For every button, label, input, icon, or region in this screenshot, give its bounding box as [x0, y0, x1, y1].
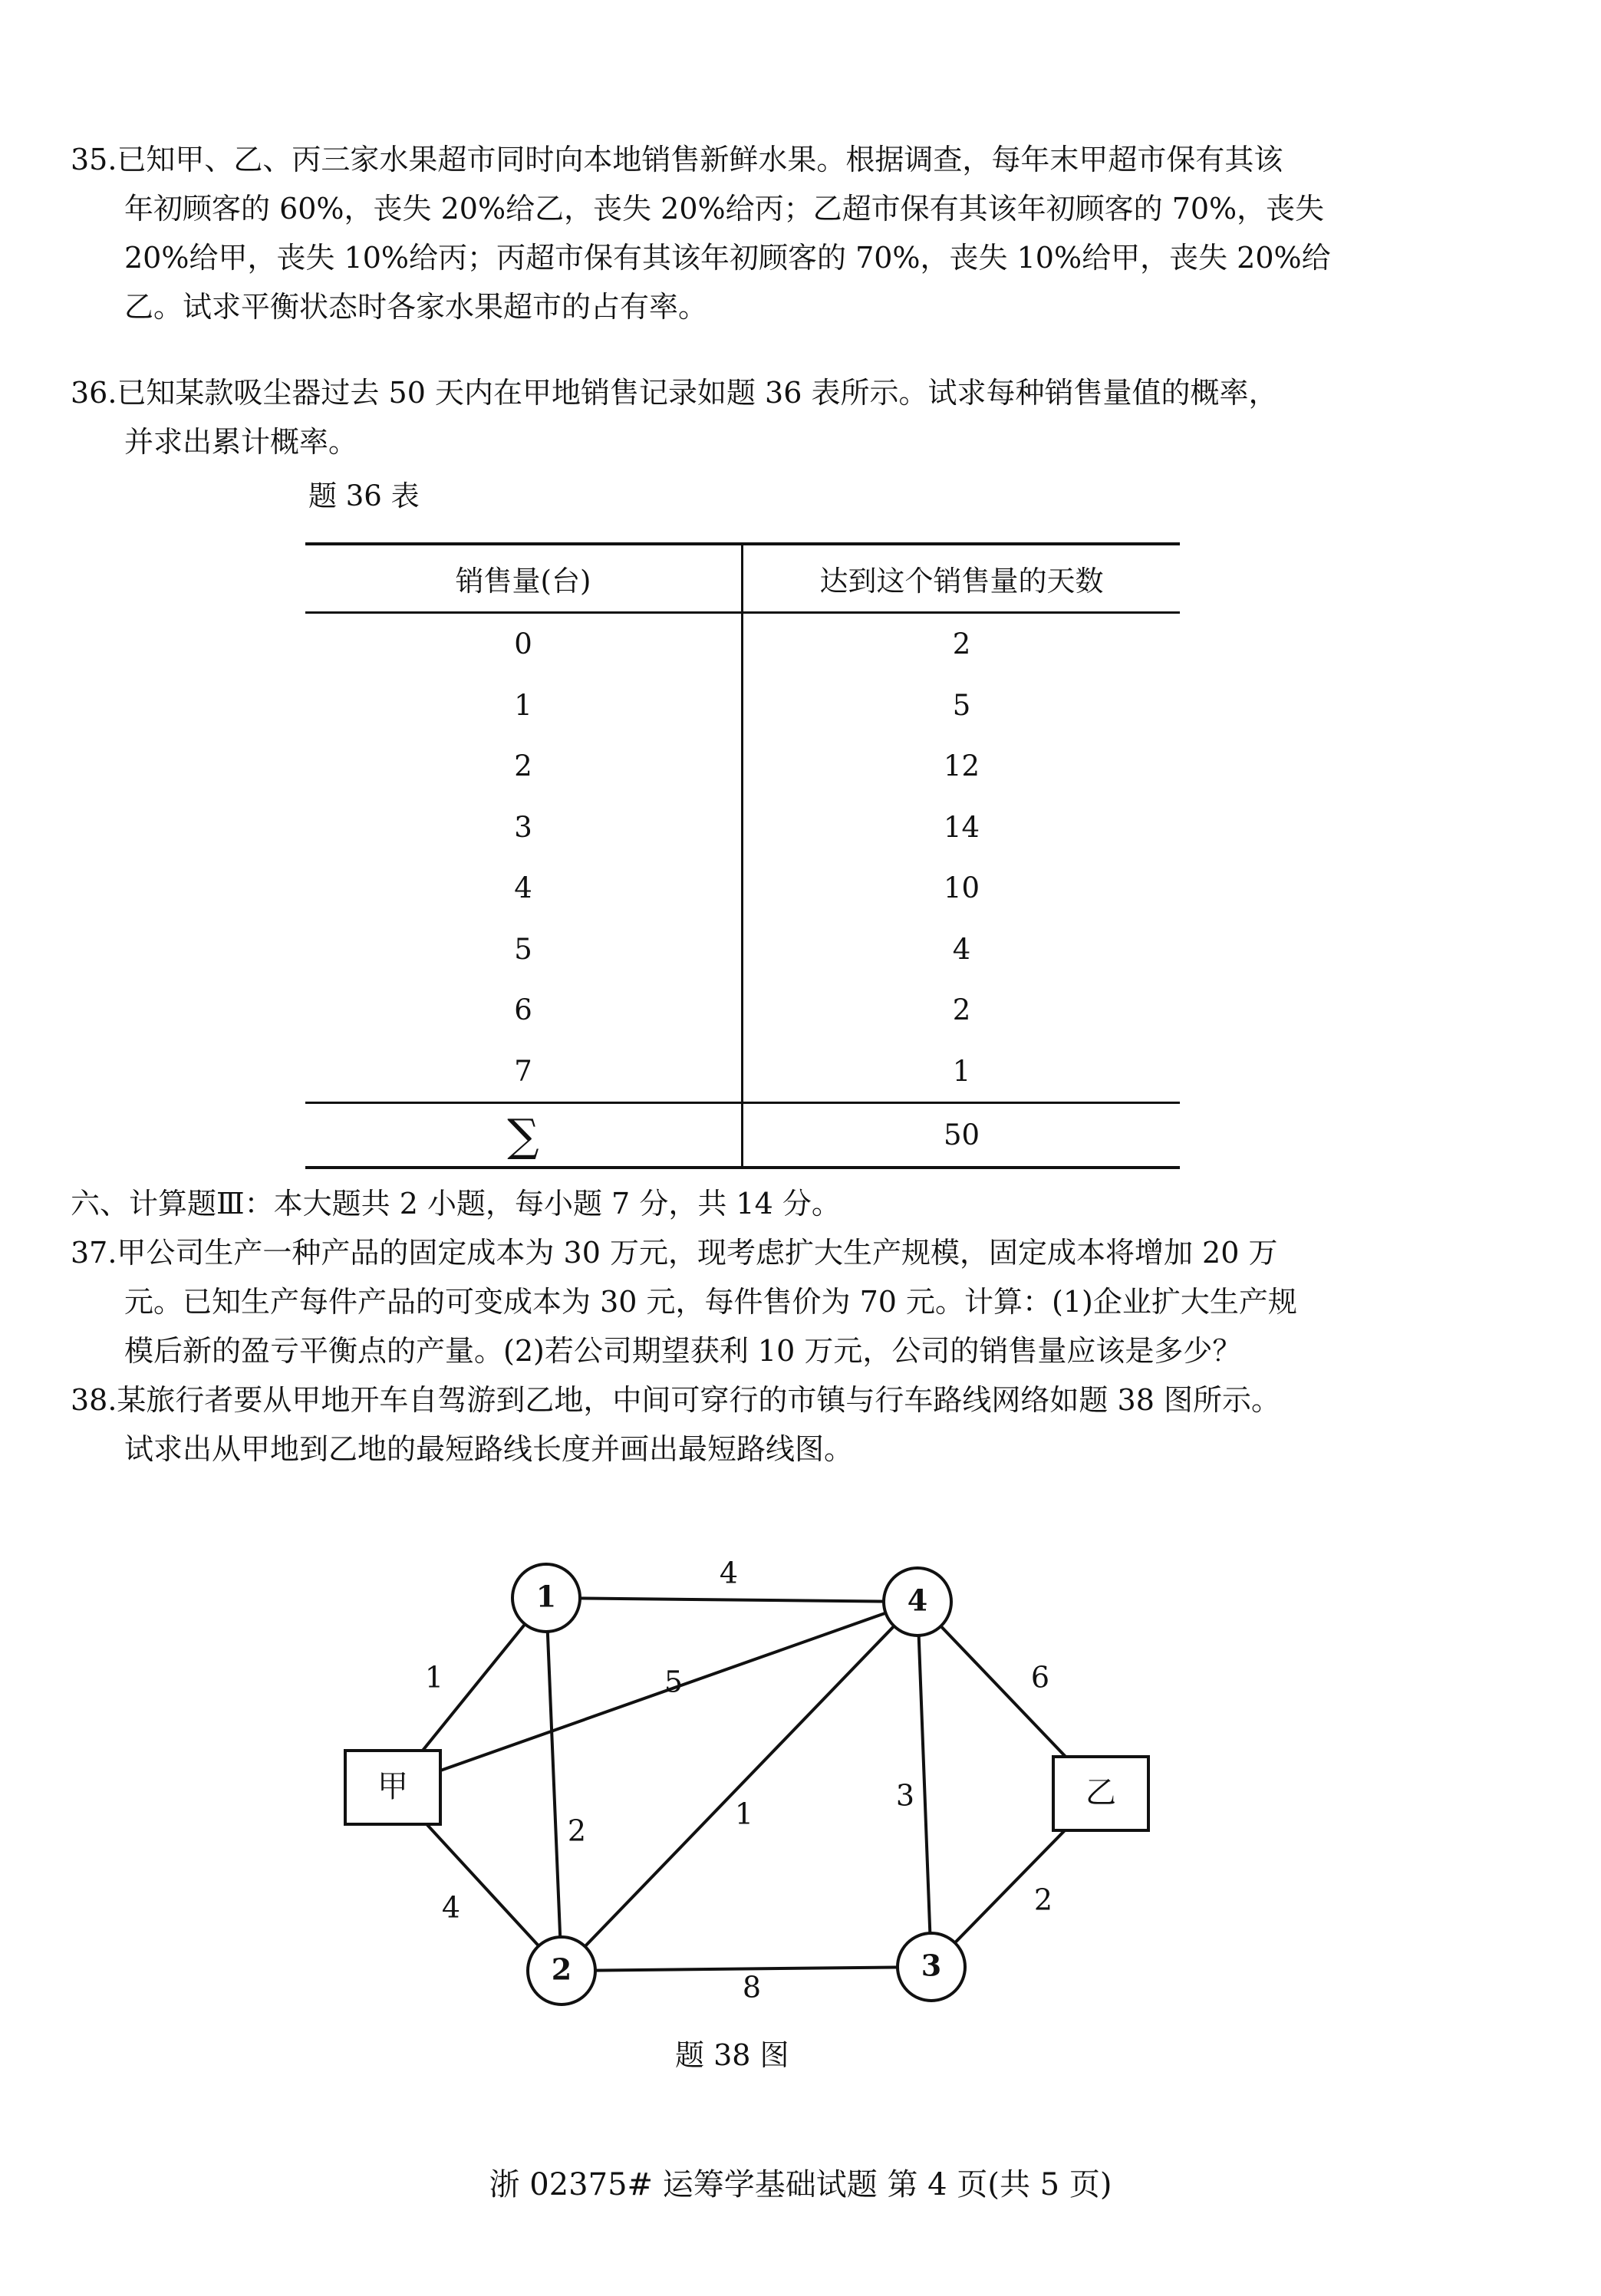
cell-sales-quantity: 0 [305, 613, 743, 675]
question-35-line: 年初顾客的 60%，丧失 20%给乙，丧失 20%给丙；乙超市保有其该年初顾客的 70%，丧失 [124, 192, 1325, 226]
cell-days-count: 12 [943, 749, 980, 783]
edge-weight-label: 4 [441, 1890, 461, 1925]
question-36-line: 并求出累计概率。 [124, 425, 358, 459]
cell-days-count: 4 [952, 932, 971, 966]
cell-days-count: 2 [952, 993, 971, 1027]
edge-n1-n4 [546, 1598, 917, 1602]
cell-total-days: 50 [743, 1103, 1181, 1168]
cell-days-count: 1 [952, 1054, 971, 1088]
question-35-line: 乙。试求平衡状态时各家水果超市的占有率。 [124, 290, 708, 324]
table-36-caption: 题 36 表 [308, 479, 420, 512]
question-37-line: 37.甲公司生产一种产品的固定成本为 30 万元，现考虑扩大生产规模，固定成本将增加 20 万 [71, 1236, 1278, 1270]
node-label: 3 [921, 1948, 942, 1983]
edge-n4-n3 [917, 1602, 931, 1967]
edge-weight-label: 3 [895, 1778, 915, 1813]
figure-38-caption: 题 38 图 [675, 2038, 789, 2072]
cell-sales-quantity: 5 [305, 919, 743, 980]
cell-days-count: 5 [952, 688, 971, 722]
question-38-line: 试求出从甲地到乙地的最短路线长度并画出最短路线图。 [124, 1432, 854, 1466]
node-label: 1 [535, 1579, 557, 1614]
cell-sales-quantity: 4 [305, 858, 743, 919]
edge-n1-n2 [546, 1598, 562, 1971]
sigma-glyph: ∑ [507, 1108, 539, 1161]
node-layer [345, 1564, 1148, 2004]
cell-sales-quantity: 1 [305, 675, 743, 736]
edge-layer [393, 1556, 1101, 2004]
edge-weight-label: 1 [734, 1797, 754, 1831]
edge-weight-label: 6 [1030, 1660, 1050, 1695]
question-36-line: 36.已知某款吸尘器过去 50 天内在甲地销售记录如题 36 表所示。试求每种销售量值的概率， [71, 376, 1278, 410]
question-35-line: 35.已知甲、乙、丙三家水果超市同时向本地销售新鲜水果。根据调查，每年末甲超市保有其该 [71, 143, 1283, 176]
cell-days-count: 14 [943, 810, 980, 844]
edge-weight-label: 4 [719, 1556, 739, 1590]
node-label: 4 [907, 1583, 928, 1618]
edge-weight-label: 5 [664, 1665, 684, 1699]
section-6-heading: 六、计算题Ⅲ：本大题共 2 小题，每小题 7 分，共 14 分。 [71, 1187, 841, 1220]
question-37-line: 元。已知生产每件产品的可变成本为 30 元，每件售价为 70 元。计算：(1)企业扩大生产规 [124, 1285, 1297, 1319]
question-35-line: 20%给甲，丧失 10%给丙；丙超市保有其该年初顾客的 70%，丧失 10%给甲，丧失 20%给 [124, 241, 1331, 275]
edge-weight-label: 2 [567, 1813, 587, 1848]
edge-jia-n4 [393, 1602, 917, 1787]
cell-sales-quantity: 6 [305, 980, 743, 1041]
edge-weight-label: 8 [742, 1970, 762, 2004]
cell-days-count: 2 [952, 628, 971, 661]
node-label: 甲 [377, 1769, 408, 1804]
header-sales-quantity: 销售量(台) [305, 544, 743, 613]
cell-sales-quantity: 2 [305, 736, 743, 797]
edge-n2-n4 [562, 1602, 917, 1971]
cell-sales-quantity: 3 [305, 797, 743, 858]
node-label: 乙 [1085, 1775, 1116, 1810]
cell-days-count: 10 [943, 871, 980, 905]
header-days-count: 达到这个销售量的天数 [743, 544, 1181, 613]
cell-sales-quantity: 7 [305, 1041, 743, 1103]
node-label: 2 [551, 1952, 572, 1987]
edge-weight-label: 2 [1033, 1883, 1053, 1917]
page-footer: 浙 02375# 运筹学基础试题 第 4 页(共 5 页) [489, 2167, 1112, 2202]
question-37-line: 模后新的盈亏平衡点的产量。(2)若公司期望获利 10 万元，公司的销售量应该是多少？ [124, 1334, 1242, 1368]
question-38-line: 38.某旅行者要从甲地开车自驾游到乙地，中间可穿行的市镇与行车路线网络如题 38 图所示。 [71, 1383, 1280, 1417]
edge-weight-label: 1 [424, 1660, 444, 1695]
